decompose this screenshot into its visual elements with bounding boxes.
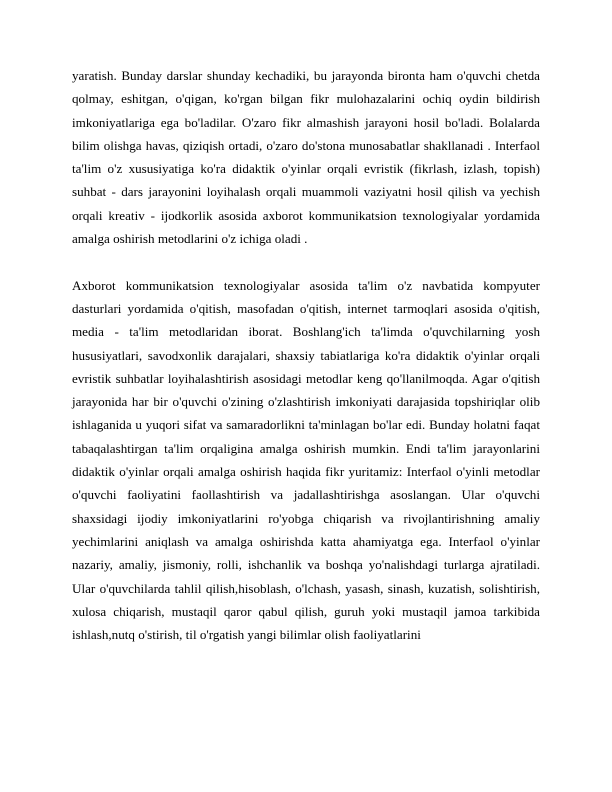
- paragraph-2: Axborot kommunikatsion texnologiyalar asosida ta'lim o'z navbatida kompyuter dasturlari yordamida o'qitish, masofadan o'qitish, internet tarmoqlari asosida o'qitish, media - ta'lim metodlaridan iborat. Boshlang'ich ta'limda o'quvchilarning yosh hususiyatlari, savodxonlik darajalari, shaxsiy tabiatlariga ko'ra didaktik o'yinlar orqali evristik suhbatlar loyihalashtirish asosidagi metodlar keng qo'llanilmoqda. Agar o'qitish jarayonida har bir o'quvchi o'zining o'zlashtirish imkoniyati darajasida topshiriqlar olib ishlaganida u yuqori sifat va samaradorlikni ta'minlagan bo'lar edi. Bunday holatni faqat tabaqalashtirgan ta'lim orqaligina amalga oshirish mumkin. Endi ta'lim jarayonlarini didaktik o'yinlar orqali amalga oshirish haqida fikr yuritamiz: Interfaol o'yinli metodlar o'quvchi faoliyatini faollashtirish va jadallashtirishga asoslangan. Ular o'quvchi shaxsidagi ijodiy imkoniyatlarini ro'yobga chiqarish va rivojlantirishning amaliy yechimlarini aniqlash va amalga oshirishda katta ahamiyatga ega. Interfaol o'yinlar nazariy, amaliy, jismoniy, rolli, ishchanlik va boshqa yo'nalishdagi turlarga ajratiladi. Ular o'quvchilarda tahlil qilish,hisoblash, o'lchash, yasash, sinash, kuzatish, solishtirish, xulosa chiqarish, mustaqil qaror qabul qilish, guruh yoki mustaqil jamoa tarkibida ishlash,nutq o'stirish, til o'rgatish yangi bilimlar olish faoliyatlarini: [72, 277, 540, 643]
- paragraph-1: yaratish. Bunday darslar shunday kechadiki, bu jarayonda bironta ham o'quvchi chetda qolmay, eshitgan, o'qigan, ko'rgan bilgan fikr mulohazalarini ochiq oydin bildirish imkoniyatlariga ega bo'ladilar. O'zaro fikr almashish jarayoni hosil bo'ladi. Bolalarda bilim olishga havas, qiziqish ortadi, o'zaro do'stona munosabatlar shakllanadi . Interfaol ta'lim o'z xususiyatiga ko'ra didaktik o'yinlar orqali evristik (fikrlash, izlash, topish) suhbat - dars jarayonini loyihalash orqali muammoli vaziyatni hosil qilish va yechish orqali kreativ - ijodkorlik asosida axborot kommunikatsion texnologiyalar yordamida amalga oshirish metodlarini o'z ichiga oladi .: [72, 68, 540, 247]
- document-page: [72, 64, 540, 646]
